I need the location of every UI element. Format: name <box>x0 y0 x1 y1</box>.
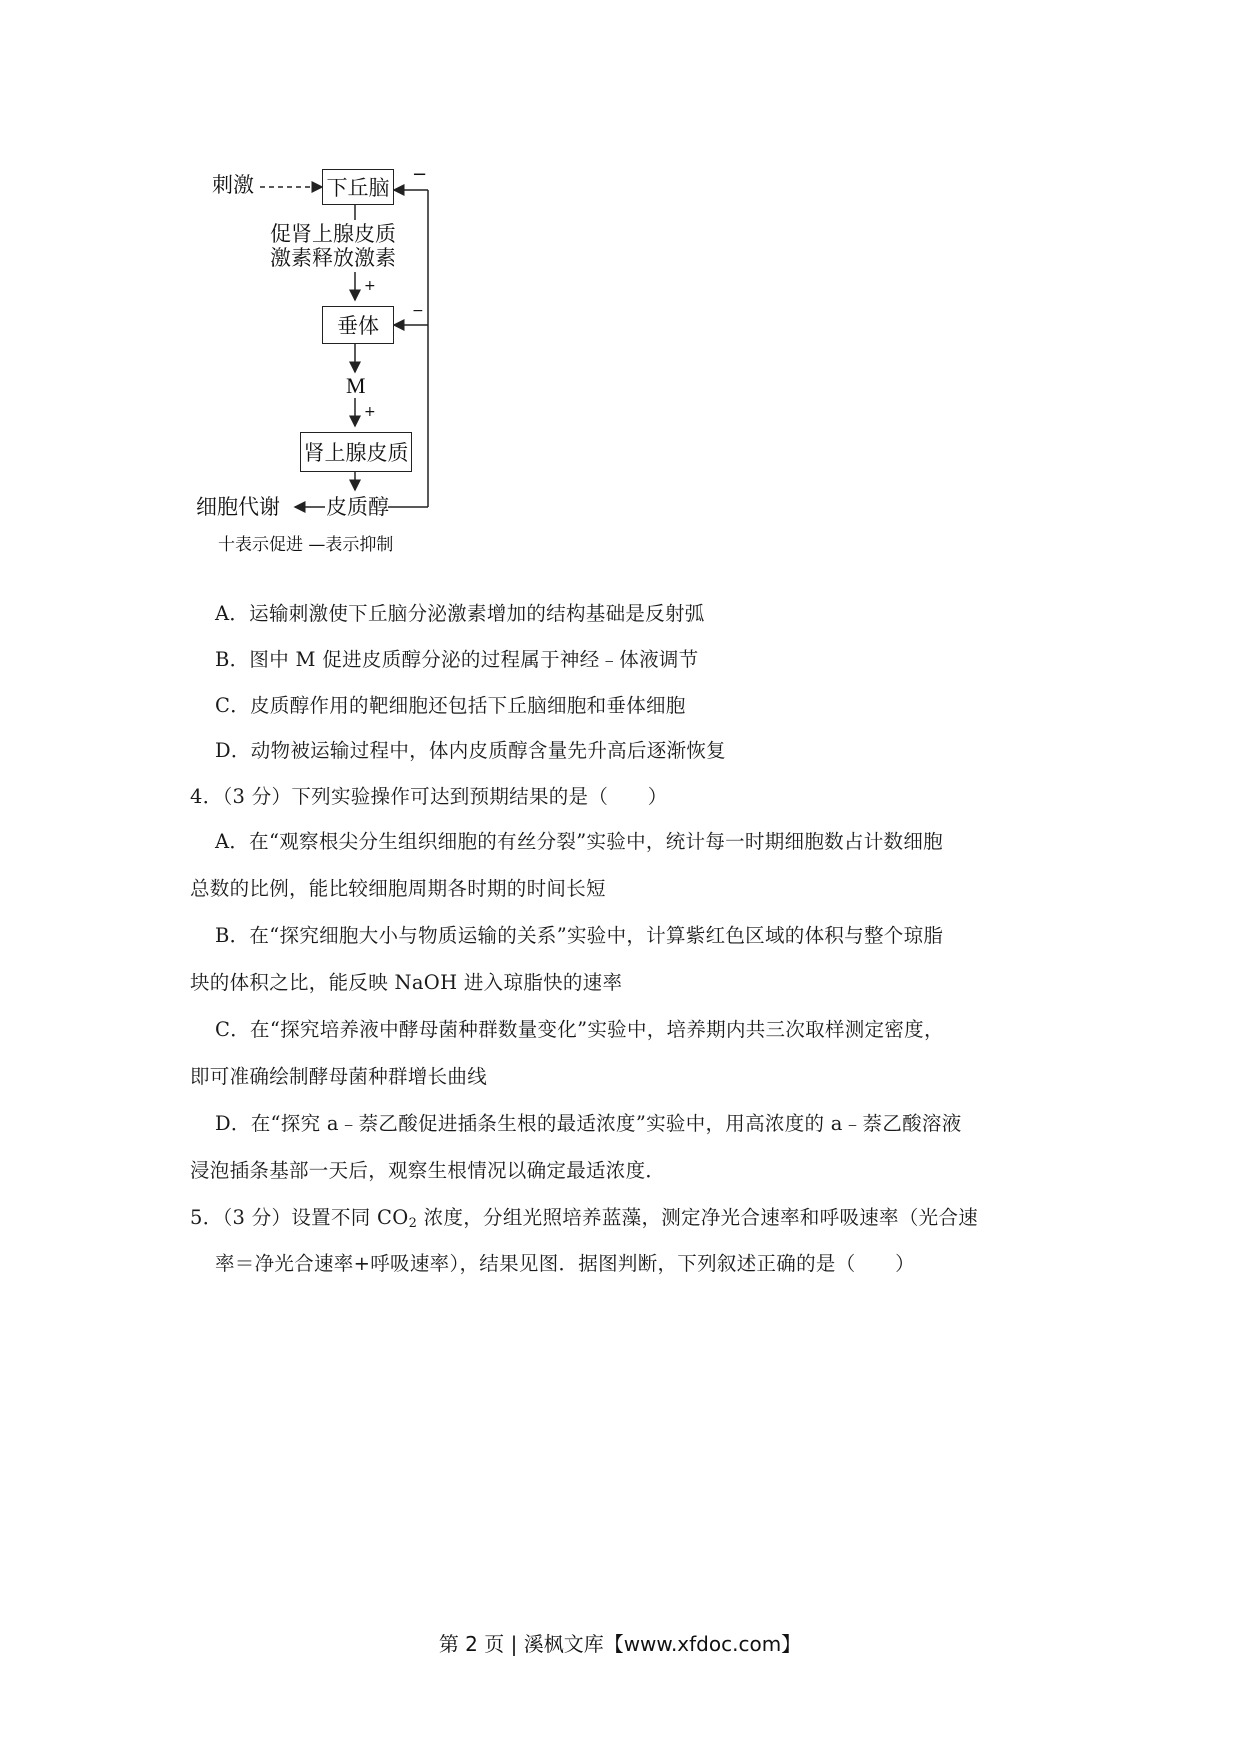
q5-line1-post: 浓度，分组光照培养蓝藻，测定净光合速率和呼吸速率（光合速 <box>417 1206 979 1229</box>
m-hormone-label: M <box>346 373 366 398</box>
q4-option-a-line2: 总数的比例，能比较细胞周期各时期的时间长短 <box>190 877 606 900</box>
hormone-regulation-diagram <box>196 150 450 570</box>
q4-stem: 4．（3 分）下列实验操作可达到预期结果的是（ ） <box>190 785 668 808</box>
q3-option-a: A．运输刺激使下丘脑分泌激素增加的结构基础是反射弧 <box>215 602 705 625</box>
crh-label-line2: 激素释放激素 <box>270 246 396 270</box>
cell-metabolism-label: 细胞代谢 <box>196 495 280 519</box>
q4-option-d-line2: 浸泡插条基部一天后，观察生根情况以确定最适浓度． <box>190 1159 666 1182</box>
q5-stem-line2: 率＝净光合速率+呼吸速率），结果见图．据图判断，下列叙述正确的是（ ） <box>215 1252 915 1275</box>
q4-option-d-line1: D．在“探究 a﹣萘乙酸促进插条生根的最适浓度”实验中，用高浓度的 a﹣萘乙酸溶液 <box>215 1112 962 1135</box>
q4-option-c-line2: 即可准确绘制酵母菌种群增长曲线 <box>190 1065 488 1088</box>
q4-option-a-line1: A．在“观察根尖分生组织细胞的有丝分裂”实验中，统计每一时期细胞数占计数细胞 <box>215 830 943 853</box>
q3-option-c: C．皮质醇作用的靶细胞还包括下丘脑细胞和垂体细胞 <box>215 694 686 717</box>
plus-sign: + <box>364 278 376 294</box>
crh-label-line1: 促肾上腺皮质 <box>270 222 396 246</box>
feedback-minus-sign: − <box>412 303 424 319</box>
co2-subscript: 2 <box>408 1216 418 1231</box>
adrenal-cortex-box: 肾上腺皮质 <box>300 432 412 472</box>
q3-option-b: B．图中 M 促进皮质醇分泌的过程属于神经﹣体液调节 <box>215 648 699 671</box>
plus-sign: + <box>364 404 376 420</box>
q5-stem-line1 <box>190 1205 978 1237</box>
q5-line1-pre: 5．（3 分）设置不同 CO <box>190 1206 409 1229</box>
page-footer: 第 2 页 | 溪枫文库【www.xfdoc.com】 <box>438 1632 802 1656</box>
diagram-legend: 十表示促进 —表示抑制 <box>218 535 394 555</box>
q3-option-d: D．动物被运输过程中，体内皮质醇含量先升高后逐渐恢复 <box>215 739 726 762</box>
q4-option-c-line1: C．在“探究培养液中酵母菌种群数量变化”实验中，培养期内共三次取样测定密度， <box>215 1018 944 1041</box>
pituitary-box: 垂体 <box>322 306 394 344</box>
stimulus-label: 刺激 <box>212 173 254 197</box>
feedback-minus-sign: − <box>412 164 428 185</box>
cortisol-label: 皮质醇 <box>326 495 389 519</box>
q4-option-b-line2: 块的体积之比，能反映 NaOH 进入琼脂快的速率 <box>190 971 623 994</box>
hypothalamus-box: 下丘脑 <box>322 169 394 205</box>
q4-option-b-line1: B．在“探究细胞大小与物质运输的关系”实验中，计算紫红色区域的体积与整个琼脂 <box>215 924 944 947</box>
